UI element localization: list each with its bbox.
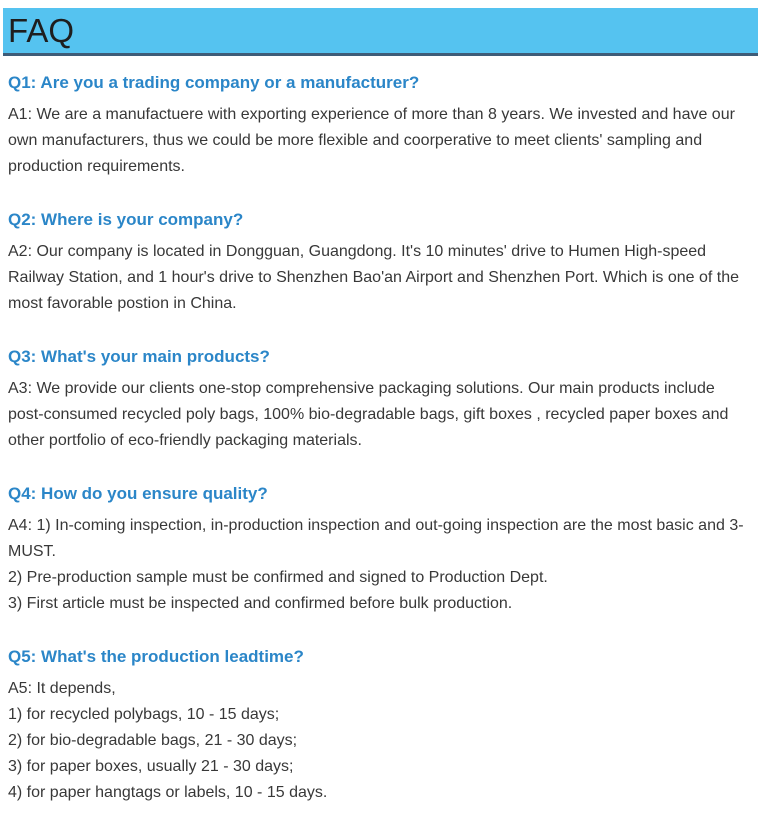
faq-list	[0, 56, 765, 816]
faq-question: Q5: What's the production leadtime?	[8, 647, 304, 666]
faq-answer	[8, 102, 751, 180]
faq-item	[8, 209, 751, 317]
faq-question: Q1: Are you a trading company or a manufacturer?	[8, 73, 420, 92]
faq-page	[0, 8, 765, 816]
faq-item	[8, 346, 751, 454]
faq-answer-line: 2) Pre-production sample must be confirmed and signed to Production Dept.	[8, 569, 548, 586]
faq-answer-line: A4: 1) In-coming inspection, in-production inspection and out-going inspection are the most basic and 3-MUST.	[8, 517, 744, 560]
faq-answer-line: 1) for recycled polybags, 10 - 15 days;	[8, 706, 280, 723]
faq-answer-line: 4) for paper hangtags or labels, 10 - 15 days.	[8, 784, 328, 801]
faq-section-title: FAQ	[8, 12, 75, 49]
faq-answer-line: 3) First article must be inspected and confirmed before bulk production.	[8, 595, 513, 612]
faq-answer-line: 3) for paper boxes, usually 21 - 30 days;	[8, 758, 294, 775]
faq-answer-line: A3: We provide our clients one-stop comprehensive packaging solutions. Our main products include post-consumed recycled poly bags, 100% bio-degradable bags, gift boxes , recycled paper boxes and other portfolio of eco-friendly packaging materials.	[8, 380, 729, 449]
faq-item	[8, 483, 751, 617]
faq-item	[8, 72, 751, 180]
faq-answer	[8, 239, 751, 317]
faq-section-header	[3, 8, 758, 56]
faq-answer-line: A1: We are a manufactuere with exporting experience of more than 8 years. We invested and have our own manufacturers, thus we could be more flexible and coorperative to meet clients' sampling and production requirements.	[8, 106, 735, 175]
faq-answer-line: 2) for bio-degradable bags, 21 - 30 days;	[8, 732, 298, 749]
faq-item	[8, 646, 751, 806]
faq-answer-line: A2: Our company is located in Dongguan, Guangdong. It's 10 minutes' drive to Humen High-speed Railway Station, and 1 hour's drive to Shenzhen Bao'an Airport and Shenzhen Port. Which is one of the most favorable postion in China.	[8, 243, 739, 312]
faq-answer-line: A5: It depends,	[8, 680, 116, 697]
faq-answer	[8, 376, 751, 454]
faq-question: Q4: How do you ensure quality?	[8, 484, 268, 503]
faq-answer	[8, 676, 751, 806]
faq-question: Q2: Where is your company?	[8, 210, 244, 229]
faq-question: Q3: What's your main products?	[8, 347, 270, 366]
faq-answer	[8, 513, 751, 617]
